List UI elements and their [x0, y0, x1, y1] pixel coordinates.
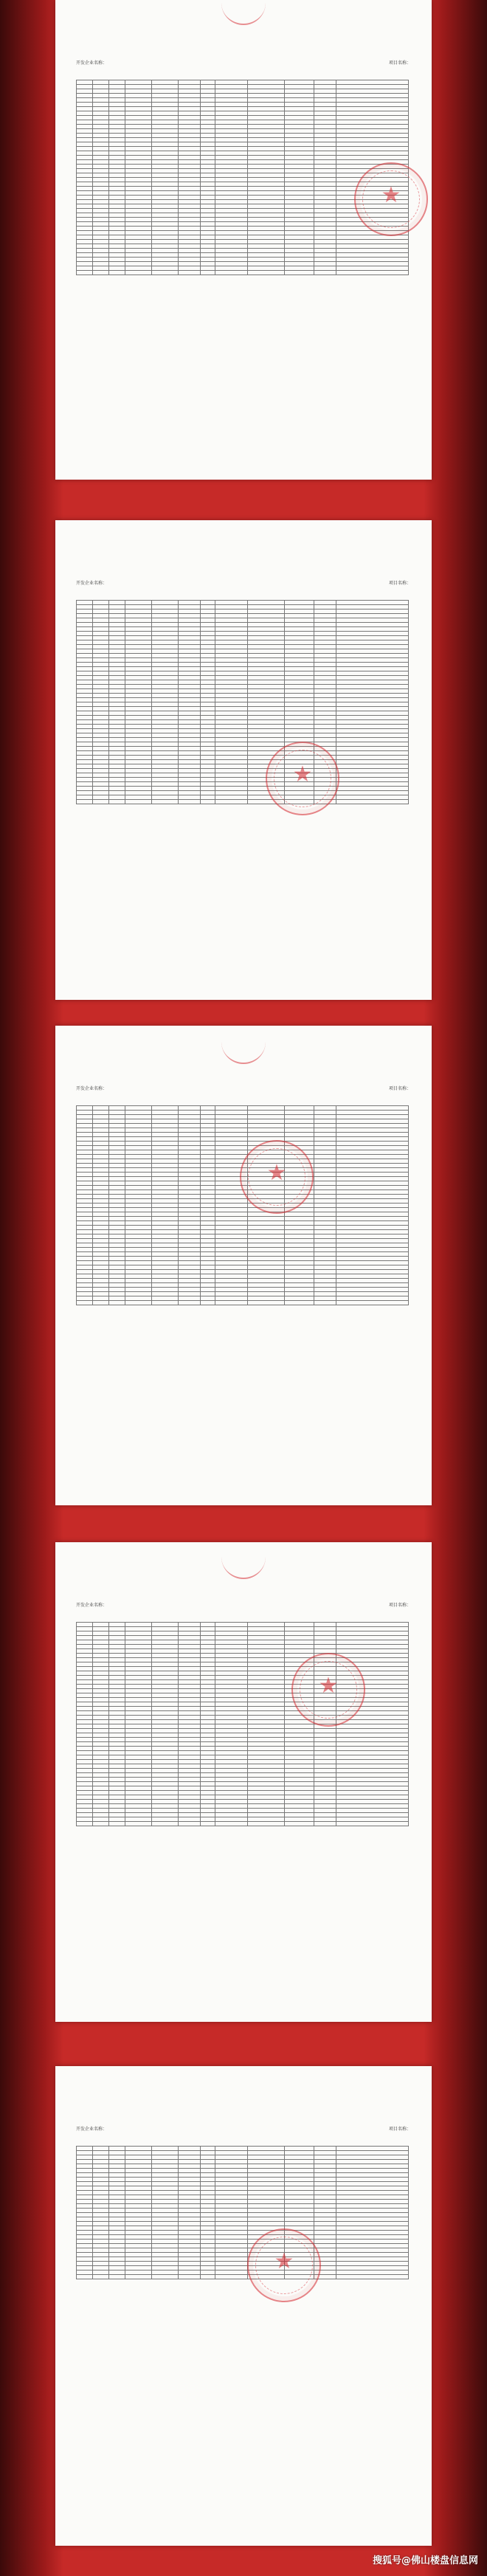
project-label: 项目名称： — [388, 1086, 411, 1091]
table-cell — [152, 2275, 179, 2279]
table-cell — [201, 800, 215, 804]
table-cell — [215, 2275, 248, 2279]
table-cell — [125, 800, 152, 804]
page-header — [76, 1085, 411, 1094]
table-cell — [125, 1301, 152, 1305]
red-seal: ★ — [266, 742, 339, 815]
table-cell — [93, 1301, 109, 1305]
document-page — [55, 0, 432, 480]
watermark-text: 搜狐号@佛山楼盘信息网 — [372, 2555, 478, 2566]
page-header — [76, 2125, 411, 2134]
document-page — [55, 1026, 432, 1505]
table-cell — [336, 1822, 409, 1826]
table-cell — [336, 2275, 409, 2279]
company-label: 开发企业名称： — [76, 581, 108, 586]
table-cell — [77, 1301, 93, 1305]
document-page — [55, 1542, 432, 2022]
price-table — [76, 1622, 409, 1826]
table-cell — [179, 800, 201, 804]
table-row — [77, 1822, 409, 1826]
table-cell — [201, 1301, 215, 1305]
table-cell — [336, 1301, 409, 1305]
table-cell — [109, 1822, 125, 1826]
company-label: 开发企业名称： — [76, 61, 108, 66]
table-cell — [125, 271, 152, 275]
table-cell — [201, 2275, 215, 2279]
table-cell — [77, 2275, 93, 2279]
table-cell — [125, 2275, 152, 2279]
table-cell — [336, 271, 409, 275]
table-cell — [314, 1301, 336, 1305]
company-label: 开发企业名称： — [76, 1086, 108, 1091]
page-header — [76, 579, 411, 588]
price-table — [76, 80, 409, 275]
table-cell — [285, 1822, 314, 1826]
table-row — [77, 800, 409, 804]
table-cell — [314, 271, 336, 275]
table-cell — [152, 1301, 179, 1305]
price-table — [76, 600, 409, 804]
table-cell — [248, 1301, 285, 1305]
table-cell — [93, 800, 109, 804]
table-cell — [77, 271, 93, 275]
seal-fragment — [221, 1040, 266, 1064]
table-cell — [201, 271, 215, 275]
table-cell — [152, 800, 179, 804]
table-cell — [125, 1822, 152, 1826]
page-header — [76, 59, 411, 68]
table-cell — [109, 800, 125, 804]
price-table — [76, 2146, 409, 2279]
table-cell — [152, 271, 179, 275]
table-row — [77, 1301, 409, 1305]
table-row — [77, 271, 409, 275]
table-cell — [152, 1822, 179, 1826]
table-cell — [77, 1822, 93, 1826]
table-cell — [179, 271, 201, 275]
table-cell — [248, 1822, 285, 1826]
page-header — [76, 1601, 411, 1610]
price-table — [76, 1105, 409, 1305]
table-row — [77, 2275, 409, 2279]
table-cell — [215, 271, 248, 275]
table-cell — [93, 1822, 109, 1826]
red-seal: ★ — [240, 1140, 314, 1214]
table-cell — [314, 1822, 336, 1826]
table-cell — [109, 2275, 125, 2279]
project-label: 项目名称： — [388, 2127, 411, 2132]
company-label: 开发企业名称： — [76, 1603, 108, 1608]
project-label: 项目名称： — [388, 581, 411, 586]
table-cell — [77, 800, 93, 804]
table-cell — [215, 1822, 248, 1826]
document-page — [55, 2066, 432, 2546]
seal-fragment — [221, 1555, 266, 1579]
red-seal: ★ — [247, 2228, 321, 2302]
project-label: 项目名称： — [388, 61, 411, 66]
table-cell — [336, 800, 409, 804]
company-label: 开发企业名称： — [76, 2127, 108, 2132]
table-cell — [109, 271, 125, 275]
table-cell — [285, 1301, 314, 1305]
red-seal: ★ — [354, 162, 428, 236]
table-cell — [215, 1301, 248, 1305]
project-label: 项目名称： — [388, 1603, 411, 1608]
table-cell — [93, 2275, 109, 2279]
table-cell — [179, 2275, 201, 2279]
table-cell — [285, 271, 314, 275]
document-page — [55, 520, 432, 1000]
table-cell — [93, 271, 109, 275]
table-cell — [179, 1822, 201, 1826]
red-seal: ★ — [291, 1653, 365, 1727]
table-cell — [109, 1301, 125, 1305]
seal-fragment — [221, 1, 266, 25]
table-cell — [201, 1822, 215, 1826]
table-cell — [215, 800, 248, 804]
table-cell — [248, 271, 285, 275]
table-cell — [179, 1301, 201, 1305]
